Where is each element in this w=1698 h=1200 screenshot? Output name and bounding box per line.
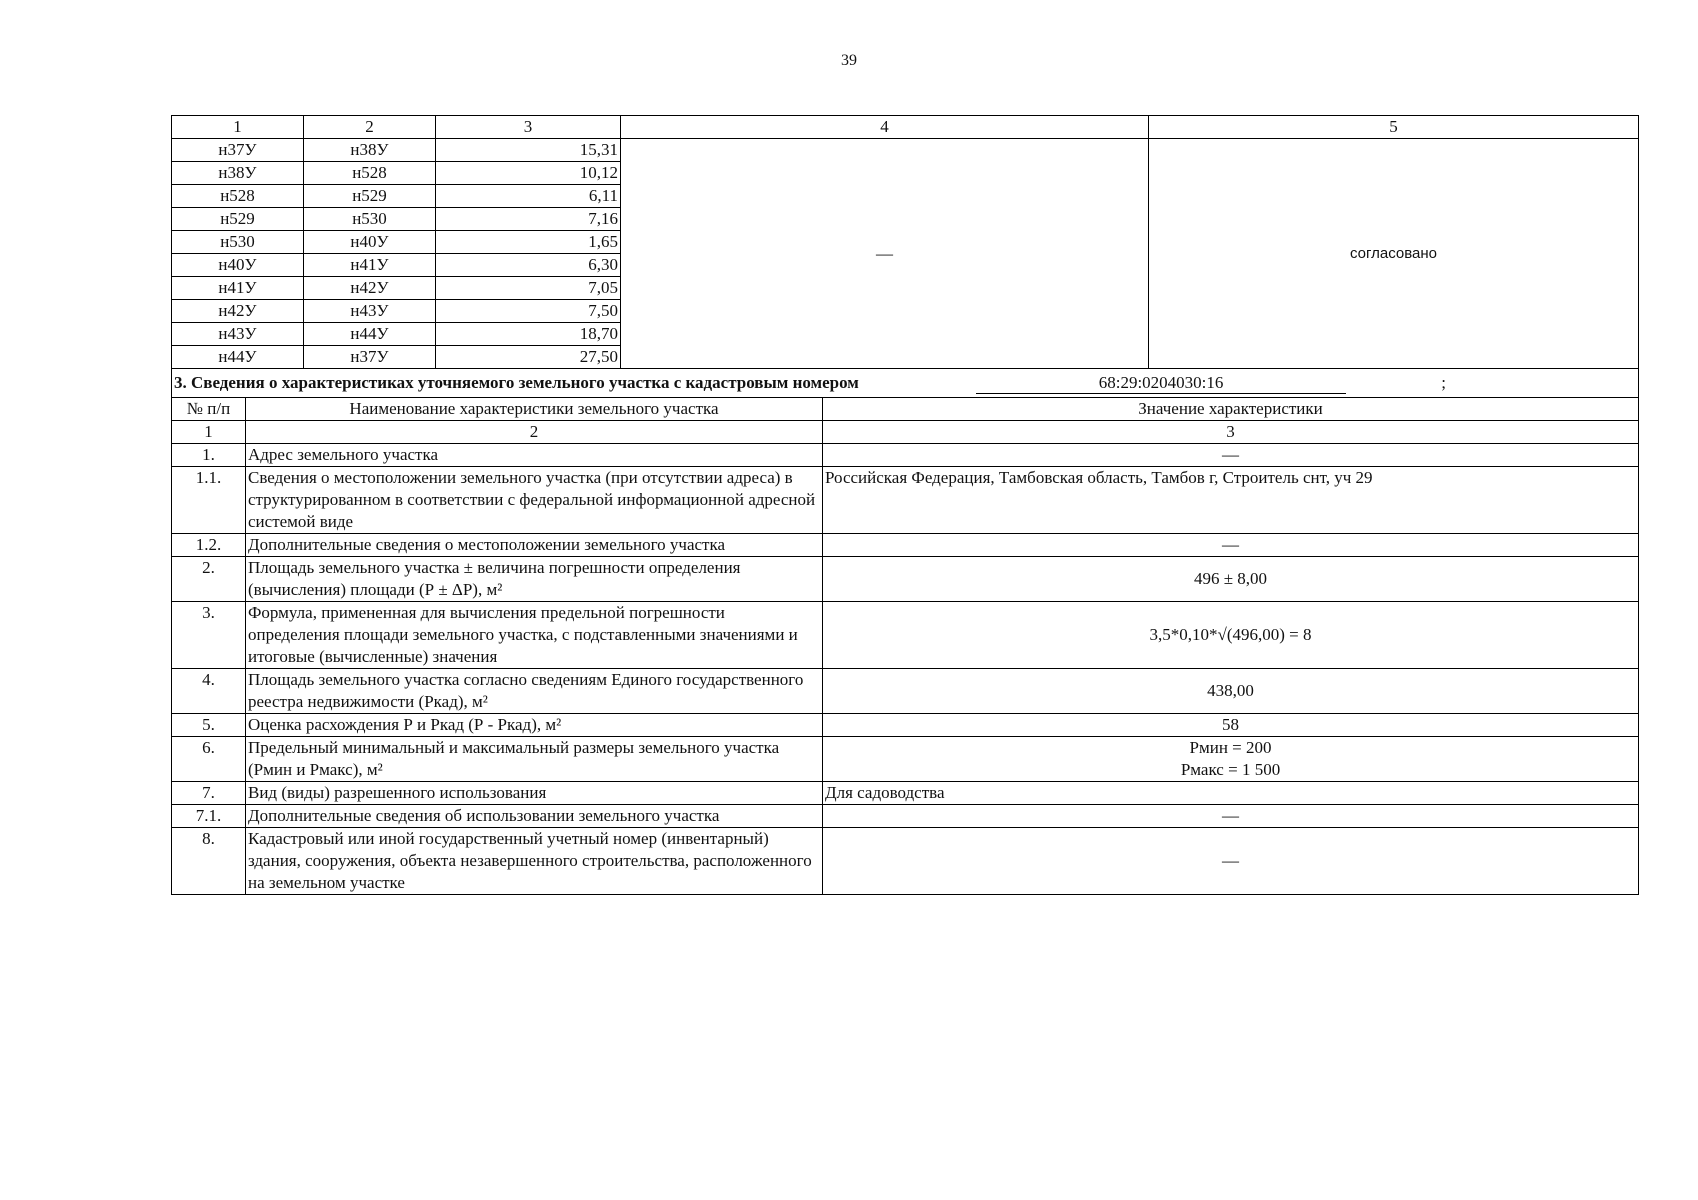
segment-length: 18,70 <box>436 323 621 346</box>
segment-length: 7,05 <box>436 277 621 300</box>
row-value: 438,00 <box>823 669 1639 714</box>
column-number-row <box>172 421 1639 444</box>
row-name: Предельный минимальный и максимальный размеры земельного участка (Рмин и Рмакс), м² <box>246 737 823 782</box>
size-max: Рмакс = 1 500 <box>1180 760 1281 779</box>
row-num: 2. <box>172 557 246 602</box>
table-row <box>172 669 1639 714</box>
row-num: 7. <box>172 782 246 805</box>
size-min: Рмин = 200 <box>1189 738 1272 757</box>
point-from: н40У <box>172 254 304 277</box>
table-row <box>172 782 1639 805</box>
row-name: Дополнительные сведения о местоположении земельного участка <box>246 534 823 557</box>
table-row <box>172 444 1639 467</box>
point-from: н37У <box>172 139 304 162</box>
segment-length: 6,30 <box>436 254 621 277</box>
segment-length: 1,65 <box>436 231 621 254</box>
section-title-end: ; <box>1441 373 1447 392</box>
row-num: 1.1. <box>172 467 246 534</box>
point-from: н41У <box>172 277 304 300</box>
col-header-2: 2 <box>304 116 436 139</box>
row-value: 3,5*0,10*√(496,00) = 8 <box>823 602 1639 669</box>
row-name: Оценка расхождения Р и Ркад (Р - Ркад), м² <box>246 714 823 737</box>
boundary-table <box>171 115 1639 369</box>
col-header-1: 1 <box>172 116 304 139</box>
table-row <box>172 805 1639 828</box>
point-to: н530 <box>304 208 436 231</box>
section-title-row <box>172 369 1639 398</box>
col-header-5: 5 <box>1149 116 1639 139</box>
segment-length: 6,11 <box>436 185 621 208</box>
point-to: н529 <box>304 185 436 208</box>
table-row <box>172 737 1639 782</box>
row-name: Дополнительные сведения об использовании земельного участка <box>246 805 823 828</box>
point-from: н44У <box>172 346 304 369</box>
row-num: 3. <box>172 602 246 669</box>
row-value: 496 ± 8,00 <box>823 557 1639 602</box>
row-value: Для садоводства <box>823 782 1639 805</box>
header-value: Значение характеристики <box>823 398 1639 421</box>
col-header-4: 4 <box>621 116 1149 139</box>
col-number-3: 3 <box>823 421 1639 444</box>
point-to: н41У <box>304 254 436 277</box>
row-num: 4. <box>172 669 246 714</box>
table-row <box>172 828 1639 895</box>
point-to: н37У <box>304 346 436 369</box>
cadastral-number: 68:29:0204030:16 <box>976 373 1346 394</box>
segment-length: 15,31 <box>436 139 621 162</box>
row-num: 5. <box>172 714 246 737</box>
row-name: Формула, примененная для вычисления предельной погрешности определения площади земельного участка, с подставленными значениями и итоговые (вычисленные) значения <box>246 602 823 669</box>
col-number-1: 1 <box>172 421 246 444</box>
point-from: н528 <box>172 185 304 208</box>
point-from: н43У <box>172 323 304 346</box>
row-name: Кадастровый или иной государственный учетный номер (инвентарный) здания, сооружения, объекта незавершенного строительства, расположенного на земельном участке <box>246 828 823 895</box>
point-from: н42У <box>172 300 304 323</box>
row-value: — <box>823 805 1639 828</box>
row-value: — <box>823 828 1639 895</box>
row-name: Адрес земельного участка <box>246 444 823 467</box>
segment-length: 7,50 <box>436 300 621 323</box>
row-num: 1. <box>172 444 246 467</box>
row-name: Площадь земельного участка ± величина погрешности определения (вычисления) площади (Р ± ΔР), м² <box>246 557 823 602</box>
characteristics-table <box>171 368 1639 895</box>
point-to: н44У <box>304 323 436 346</box>
point-from: н529 <box>172 208 304 231</box>
row-name: Площадь земельного участка согласно сведениям Единого государственного реестра недвижимости (Ркад), м² <box>246 669 823 714</box>
point-to: н43У <box>304 300 436 323</box>
table-row <box>172 602 1639 669</box>
row-name: Вид (виды) разрешенного использования <box>246 782 823 805</box>
row-value <box>823 737 1639 782</box>
row-num: 8. <box>172 828 246 895</box>
point-to: н38У <box>304 139 436 162</box>
point-from: н530 <box>172 231 304 254</box>
row-num: 6. <box>172 737 246 782</box>
segment-length: 27,50 <box>436 346 621 369</box>
row-value: — <box>823 444 1639 467</box>
row-value: — <box>823 534 1639 557</box>
section-title-cell <box>172 369 1639 398</box>
table-row <box>172 534 1639 557</box>
table-row <box>172 139 1639 162</box>
segment-length: 7,16 <box>436 208 621 231</box>
row-num: 7.1. <box>172 805 246 828</box>
point-to: н40У <box>304 231 436 254</box>
table-row <box>172 557 1639 602</box>
col4-merged-value: — <box>621 139 1149 369</box>
characteristics-header-row <box>172 398 1639 421</box>
point-to: н528 <box>304 162 436 185</box>
row-value: Российская Федерация, Тамбовская область, Тамбов г, Строитель снт, уч 29 <box>823 467 1639 534</box>
boundary-header-row <box>172 116 1639 139</box>
header-num: № п/п <box>172 398 246 421</box>
table-row <box>172 714 1639 737</box>
segment-length: 10,12 <box>436 162 621 185</box>
approval-status: согласовано <box>1149 139 1639 369</box>
header-name: Наименование характеристики земельного участка <box>246 398 823 421</box>
point-from: н38У <box>172 162 304 185</box>
row-value: 58 <box>823 714 1639 737</box>
table-row <box>172 467 1639 534</box>
page-number: 39 <box>841 52 857 69</box>
col-number-2: 2 <box>246 421 823 444</box>
row-name: Сведения о местоположении земельного участка (при отсутствии адреса) в структурированном в соответствии с федеральной информационной адресной системой виде <box>246 467 823 534</box>
section-title: 3. Сведения о характеристиках уточняемого земельного участка с кадастровым номером <box>174 373 859 392</box>
col-header-3: 3 <box>436 116 621 139</box>
row-num: 1.2. <box>172 534 246 557</box>
point-to: н42У <box>304 277 436 300</box>
